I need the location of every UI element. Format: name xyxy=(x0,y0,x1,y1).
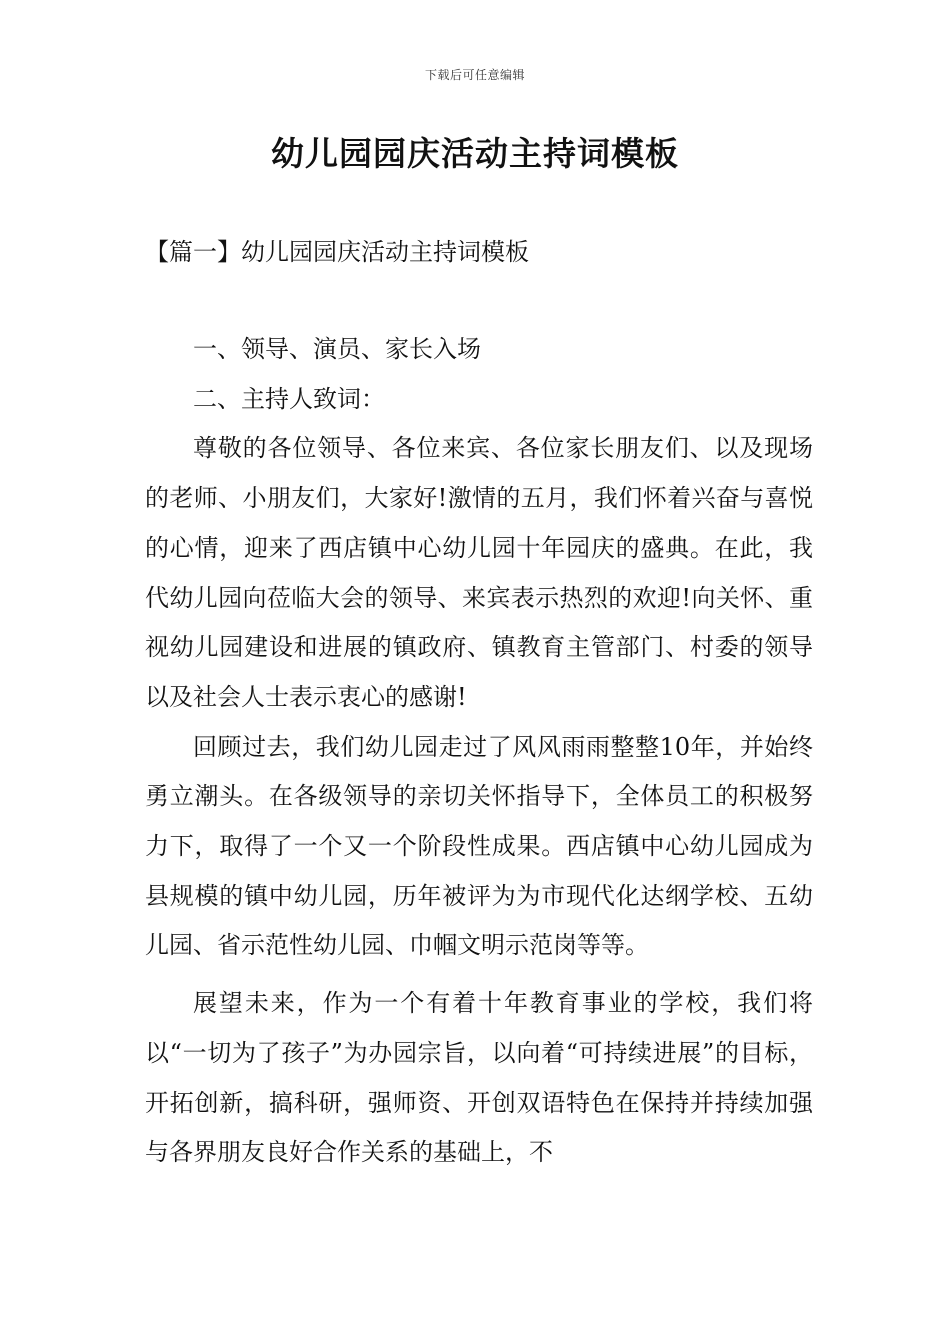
document-body xyxy=(145,325,813,1178)
section-heading: 【篇一】幼儿园园庆活动主持词模板 xyxy=(145,238,529,266)
header-note: 下载后可任意编辑 xyxy=(424,68,525,82)
paragraph-speech-opening: 尊敬的各位领导、各位来宾、各位家长朋友们、以及现场的老师、小朋友们，大家好!激情的五月，我们怀着兴奋与喜悦的心情，迎来了西店镇中心幼儿园十年园庆的盛典。在此，我代幼儿园向莅临大会的领导、来宾表示热烈的欢迎!向关怀、重视幼儿园建设和进展的镇政府、镇教育主管部门、村委的领导以及社会人士表示衷心的感谢! xyxy=(145,434,813,711)
paragraph-future: 展望未来，作为一个有着十年教育事业的学校，我们将以“一切为了孩子”为办园宗旨，以向着“可持续进展”的目标，开拓创新，搞科研，强师资、开创双语特色在保持并持续加强与各界朋友良好合作关系的基础上，不 xyxy=(145,989,813,1167)
document-title: 幼儿园园庆活动主持词模板 xyxy=(271,134,679,173)
paragraph-item-2: 二、主持人致词： xyxy=(193,384,385,413)
paragraph-review-past: 回顾过去，我们幼儿园走过了风风雨雨整整10年，并始终勇立潮头。在各级领导的亲切关怀指导下，全体员工的积极努力下，取得了一个又一个阶段性成果。西店镇中心幼儿园成为县规模的镇中幼儿园，历年被评为为市现代化达纲学校、五幼儿园、省示范性幼儿园、巾帼文明示范岗等等。 xyxy=(145,732,813,960)
paragraph-item-1: 一、领导、演员、家长入场 xyxy=(193,335,481,363)
